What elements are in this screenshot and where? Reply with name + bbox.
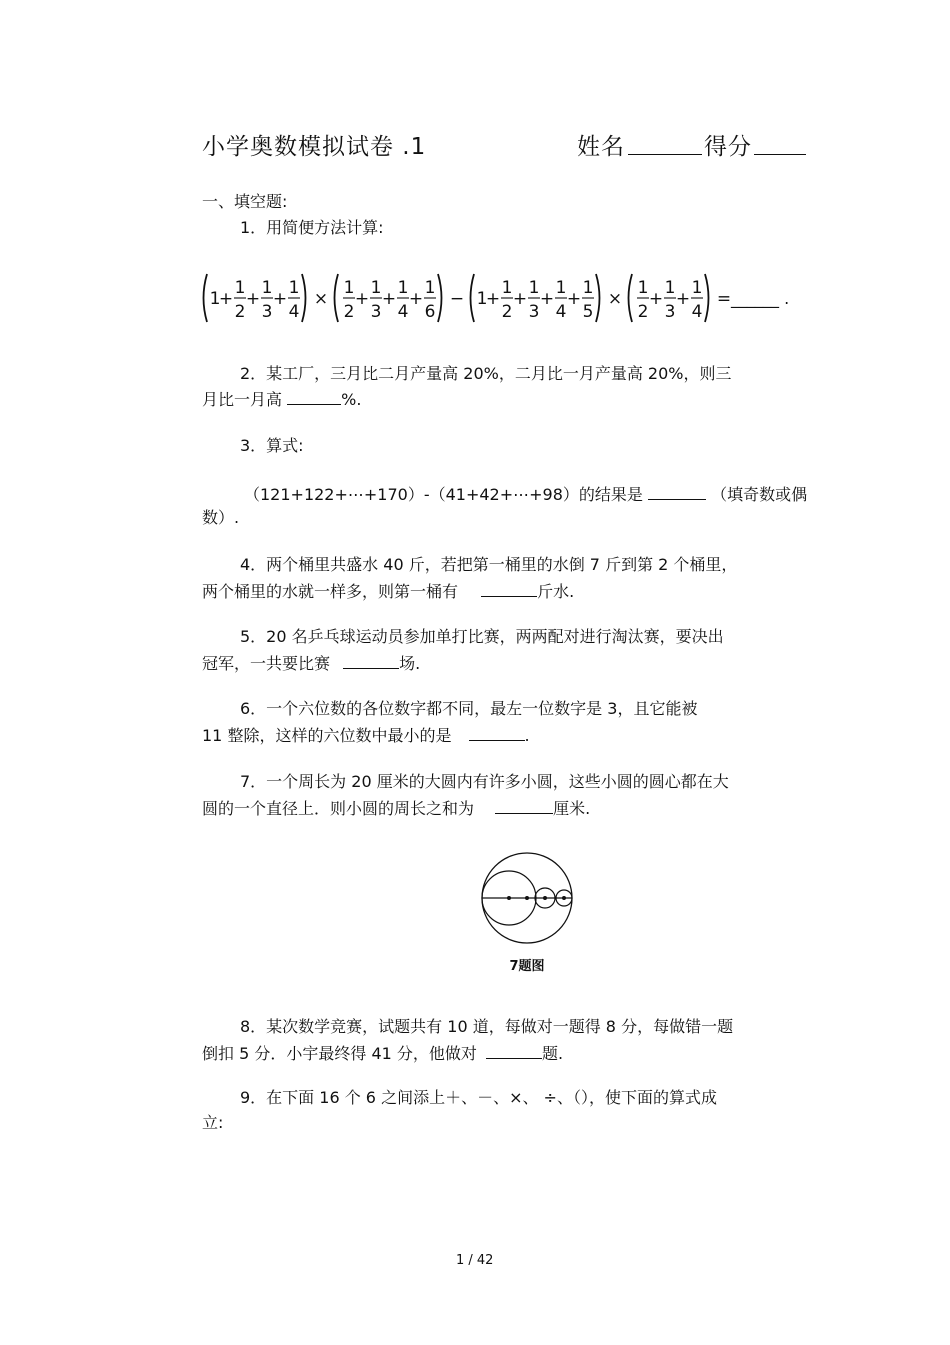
calculation-formula [196, 268, 846, 328]
answer-blank [495, 795, 553, 814]
plus-sign: + [512, 289, 528, 309]
question-4-line2 [202, 578, 574, 604]
right-paren [596, 274, 600, 322]
plus-sign: + [675, 289, 691, 309]
question-8-line1: 8．某次数学竞赛，试题共有 10 道，每做对一题得 8 分，每做错一题 [240, 1017, 734, 1036]
question-8-text: 倒扣 5 分．小宇最终得 41 分，他做对 [202, 1044, 477, 1063]
question-3-expr: （121+122+⋯+170）-（41+42+⋯+98）的结果是 [244, 485, 643, 504]
fraction-numerator: 1 [343, 278, 355, 298]
question-7-line2 [202, 795, 590, 821]
plus-sign: + [408, 289, 424, 309]
section-heading: 一、填空题: [202, 192, 288, 211]
fraction-denominator: 3 [528, 302, 540, 322]
plus-sign: + [566, 289, 582, 309]
fraction-numerator: 1 [501, 278, 513, 298]
question-7-text: 圆的一个直径上．则小圆的周长之和为 [202, 799, 475, 818]
question-5-text: 冠军，一共要比赛 [202, 654, 331, 673]
question-5-unit: 场. [399, 654, 421, 673]
question-4-unit: 斤水. [537, 582, 575, 601]
fraction-denominator: 2 [343, 302, 355, 322]
page-number: 1 / 42 [456, 1253, 494, 1268]
question-7-line1: 7．一个周长为 20 厘米的大圆内有许多小圆，这些小圆的圆心都在大 [240, 772, 729, 791]
question-9-line1: 9．在下面 16 个 6 之间添上＋、－、×、 ÷、（），使下面的算式成 [240, 1088, 717, 1107]
question-1: 1．用简便方法计算: [240, 218, 384, 237]
plus-sign: + [648, 289, 664, 309]
fraction-numerator: 1 [397, 278, 409, 298]
answer-blank [343, 650, 399, 669]
fraction-denominator: 5 [582, 302, 594, 322]
plus-sign: + [245, 289, 261, 309]
fraction-denominator: 4 [397, 302, 409, 322]
name-blank [628, 134, 702, 155]
times-sign: × [607, 289, 623, 309]
left-paren [204, 274, 208, 322]
answer-blank [648, 481, 706, 500]
integer-one: 1 [476, 289, 488, 309]
fraction-denominator: 4 [555, 302, 567, 322]
fraction-numerator: 1 [691, 278, 703, 298]
page-title: 小学奥数模拟试卷 .1 [202, 134, 427, 160]
plus-sign: + [218, 289, 234, 309]
fraction-denominator: 3 [261, 302, 273, 322]
fraction-denominator: 6 [424, 302, 436, 322]
plus-sign: + [272, 289, 288, 309]
question-6-end: . [524, 726, 530, 745]
name-label: 姓名 [577, 134, 625, 160]
center-dot-4 [562, 896, 566, 900]
question-6-text: 11 整除，这样的六位数中最小的是 [202, 726, 452, 745]
fraction-numerator: 1 [582, 278, 594, 298]
question-9-line2: 立: [202, 1113, 224, 1132]
question-2-line2 [202, 386, 361, 412]
formula-answer-blank: ______ . [731, 289, 790, 308]
fraction-denominator: 2 [501, 302, 513, 322]
answer-blank [469, 722, 525, 741]
question-5-line1: 5．20 名乒乓球运动员参加单打比赛，两两配对进行淘汰赛，要决出 [240, 627, 724, 646]
right-paren [705, 274, 709, 322]
plus-sign: + [354, 289, 370, 309]
fraction-denominator: 2 [234, 302, 246, 322]
question-4-text: 两个桶里的水就一样多，则第一桶有 [202, 582, 459, 601]
center-dot-1 [507, 896, 511, 900]
question-3-line2: 数）. [202, 508, 240, 527]
question-3: 3．算式: [240, 436, 304, 455]
answer-blank [486, 1040, 542, 1059]
question-5-line2 [202, 650, 420, 676]
fraction-numerator: 1 [370, 278, 382, 298]
question-2-line1: 2．某工厂，三月比二月产量高 20%，二月比一月产量高 20%，则三 [240, 364, 732, 383]
plus-sign: + [539, 289, 555, 309]
fraction-numerator: 1 [555, 278, 567, 298]
fraction-denominator: 3 [370, 302, 382, 322]
question-3-hint: （填奇数或偶 [711, 485, 808, 504]
score-label: 得分 [704, 134, 752, 160]
center-dot-3 [543, 896, 547, 900]
fraction-numerator: 1 [528, 278, 540, 298]
fraction-denominator: 4 [288, 302, 300, 322]
left-paren [471, 274, 475, 322]
question-3-expression [244, 481, 807, 507]
equals-sign: = [716, 289, 732, 309]
question-4-line1: 4．两个桶里共盛水 40 斤，若把第一桶里的水倒 7 斤到第 2 个桶里， [240, 555, 738, 574]
question-7-unit: 厘米. [553, 799, 591, 818]
question-6-line1: 6．一个六位数的各位数字都不同，最左一位数字是 3，且它能被 [240, 699, 698, 718]
right-paren [438, 274, 442, 322]
fraction-denominator: 3 [664, 302, 676, 322]
question-8-unit: 题. [541, 1044, 564, 1063]
fraction-numerator: 1 [664, 278, 676, 298]
question-2-unit: %. [341, 390, 362, 409]
fraction-numerator: 1 [234, 278, 246, 298]
center-dot-2 [525, 896, 529, 900]
fraction-numerator: 1 [288, 278, 300, 298]
figure-caption: 7题图 [509, 959, 545, 974]
question-6-line2 [202, 722, 530, 748]
left-paren [335, 274, 339, 322]
fraction-numerator: 1 [261, 278, 273, 298]
plus-sign: + [485, 289, 501, 309]
fraction-numerator: 1 [424, 278, 436, 298]
answer-blank [287, 386, 341, 405]
left-paren [629, 274, 633, 322]
fraction-numerator: 1 [637, 278, 649, 298]
fraction-denominator: 2 [637, 302, 649, 322]
circles-figure [476, 846, 582, 986]
times-sign: × [313, 289, 329, 309]
integer-one: 1 [209, 289, 221, 309]
minus-sign: − [449, 289, 465, 309]
answer-blank [481, 578, 537, 597]
question-8-line2 [202, 1040, 563, 1066]
question-2-text: 月比一月高 [202, 390, 283, 409]
score-blank [754, 134, 806, 155]
fraction-denominator: 4 [691, 302, 703, 322]
plus-sign: + [381, 289, 397, 309]
right-paren [302, 274, 306, 322]
